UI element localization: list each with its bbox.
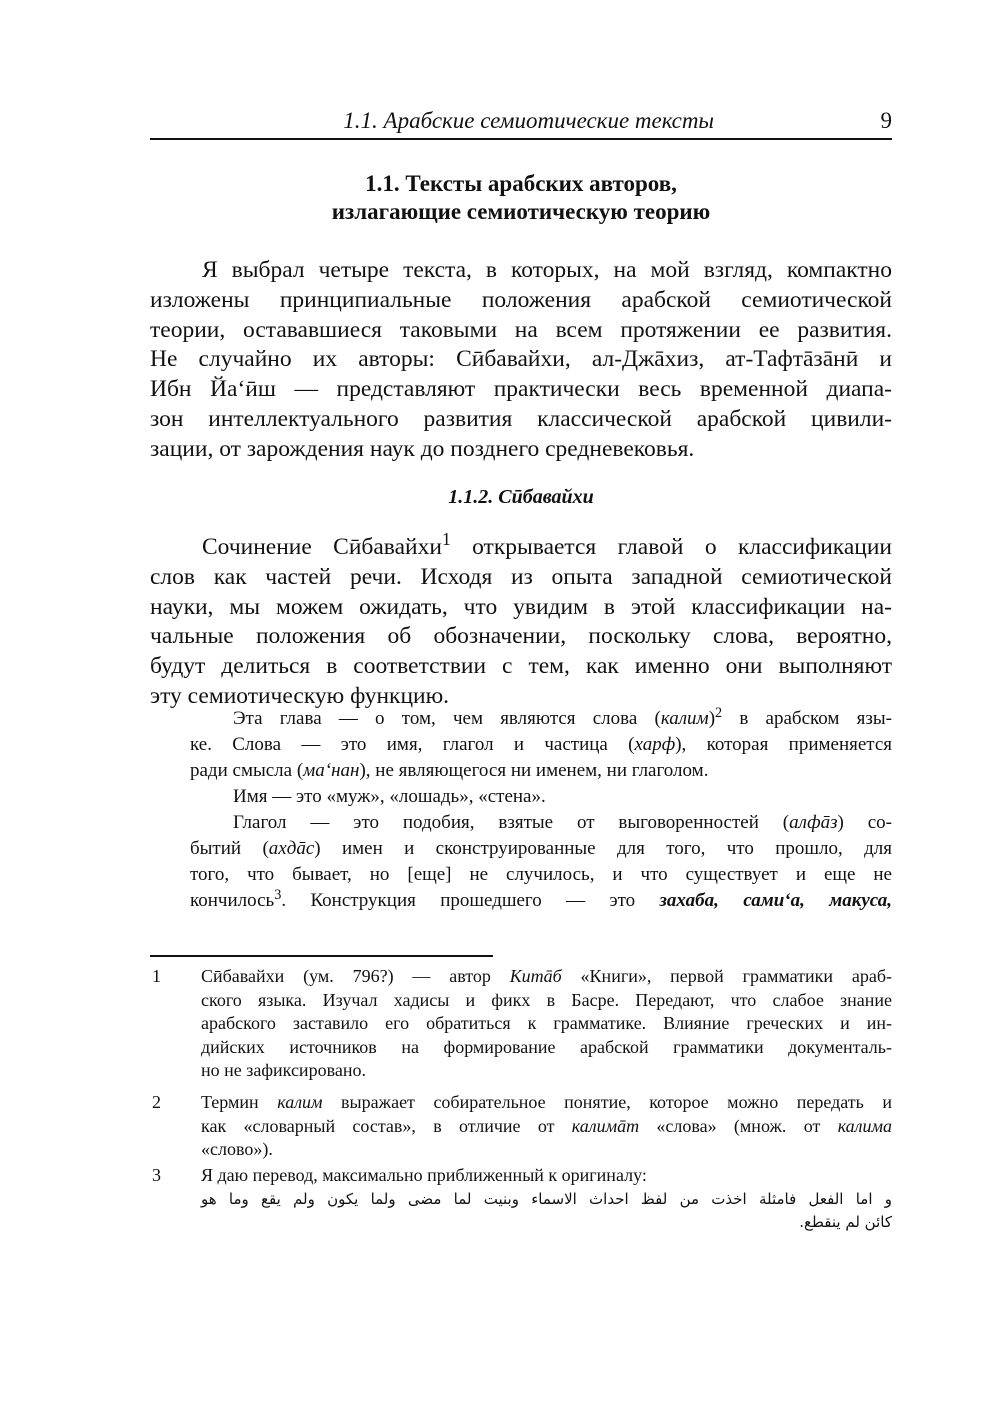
running-header (150, 104, 892, 140)
footnote-line: ского языка. Изучал хадисы и фикх в Басре. Передают, что слабое знание (201, 989, 892, 1010)
body-line: чальные положения об обозначении, поскольку слова, вероятно, (150, 623, 892, 650)
quote-line: Имя — это «муж», «лошадь», «стена». (233, 786, 546, 807)
body-line: будут делиться в соответствии с тем, как именно они выполняют (150, 653, 892, 680)
intro-paragraph (150, 256, 892, 465)
footnote-line: арабского заставило его обратиться к грамматике. Влияние греческих и ин- (201, 1013, 892, 1034)
footnote-line: но не зафиксировано. (201, 1060, 366, 1081)
quote-text: Эта глава — о том, чем являются слова ( (233, 708, 661, 729)
arabic-line: و اما الفعل فامثلة اخذت من لفظ احداث الاسماء وبنيت لما مضى ولما يكون ولم يقع وما هو (201, 1189, 892, 1208)
quote-line (190, 758, 892, 784)
intro-line: Не случайно их авторы: Сӣбавайхи, ал-Джāхиз, ат-Тафтāзāнӣ и (150, 346, 892, 373)
footnote-text: как «словарный состав», в отличие от (201, 1115, 572, 1136)
footnote-text: Термин (201, 1092, 278, 1112)
intro-line: теории, остававшиеся таковыми на всем протяжении ее развития. (150, 316, 892, 343)
footnote-separator (150, 955, 493, 957)
chapter-title-line: излагающие семиотическую теорию (331, 199, 711, 224)
section-title: 1.1.2. Сӣбавайхи (448, 486, 594, 508)
footnote-number: 1 (152, 966, 161, 986)
quote-text: ке. Слова — это имя, глагол и частица ( (190, 734, 635, 755)
arabic-term: калима (837, 1115, 892, 1136)
footnote-body (201, 965, 892, 1083)
footnote-number: 3 (152, 1165, 161, 1185)
page-number: 9 (880, 108, 892, 133)
arabic-term: ахдāс (268, 838, 315, 859)
footnote-text: Сӣбавайхи (ум. 796?) — автор (201, 966, 510, 986)
footnote-text: «слова» (множ. от (639, 1115, 838, 1136)
arabic-original-text (201, 1188, 892, 1234)
quote-text: ради смысла ( (190, 760, 304, 781)
quote-text: ) (708, 708, 716, 729)
quote-line (190, 706, 892, 732)
quotation-block (190, 706, 892, 914)
quote-line (190, 836, 892, 862)
footnote-text: «Книги», первой грамматики араб- (561, 966, 892, 986)
arabic-term: Китāб (509, 966, 562, 986)
footnote-number: 2 (152, 1092, 161, 1112)
intro-line: зон интеллектуального развития классической арабской цивили- (150, 405, 892, 432)
footnote-body (201, 1091, 892, 1162)
arabic-line: كائن لم ينقطع. (799, 1212, 892, 1231)
footnote-body (201, 1164, 892, 1234)
quote-text: ), не являющегося ни именем, ни глаголом. (359, 760, 709, 781)
arabic-term: алфāз (789, 812, 838, 833)
footnote-ref[interactable]: 3 (274, 886, 282, 903)
body-text: Сочинение Сӣбавайхи (202, 534, 442, 560)
intro-line: Я выбрал четыре текста, в которых, на мой взгляд, компактно (202, 257, 892, 283)
footnote-ref[interactable]: 1 (441, 529, 451, 550)
quote-line: того, что бывает, но [еще] не случилось, и что существует и еще не (190, 864, 892, 885)
footnote-line: Я даю перевод, максимально приближенный к оригиналу: (201, 1165, 647, 1185)
arabic-term: захаба, сами‘а, макуса, (659, 890, 892, 911)
quote-text: ) имен и сконструированные для того, что прошло, для (314, 838, 893, 859)
body-line: слов как частей речи. Исходя из опыта западной семиотической (150, 563, 892, 590)
quote-text: ) со- (837, 812, 893, 833)
footnote-line (201, 1115, 892, 1139)
quote-text: . Конструкция прошедшего — это (281, 890, 660, 911)
quote-text: кончилось (190, 890, 275, 911)
quote-text: в арабском язы- (722, 708, 892, 729)
footnote-line: «слово»). (201, 1139, 273, 1160)
intro-line: изложены принципиальные положения арабской семиотической (150, 286, 892, 313)
body-line (150, 529, 892, 563)
chapter-title (150, 170, 892, 226)
book-page (150, 0, 892, 1418)
quote-text: ), которая применяется (675, 734, 892, 755)
footnote-line: дийских источников на формирование арабской грамматики документаль- (201, 1036, 892, 1057)
body-paragraph (150, 529, 892, 712)
chapter-title-line: 1.1. Тексты арабских авторов, (365, 171, 677, 196)
intro-line: зации, от зарождения наук до позднего средневековья. (150, 435, 695, 462)
quote-text: бытий ( (190, 838, 269, 859)
body-text: открывается главой о классификации (450, 534, 892, 560)
footnote-ref[interactable]: 2 (715, 704, 723, 721)
arabic-term: калим (660, 708, 709, 729)
body-line: эту семиотическую функцию. (150, 682, 450, 709)
quote-line (190, 888, 892, 914)
intro-line: Ибн Йа‘ӣш — представляют практически весь временной диапа- (150, 376, 892, 403)
footnote-line (201, 1091, 892, 1115)
arabic-term: калимāт (571, 1115, 640, 1136)
arabic-term: калим (277, 1092, 323, 1112)
running-title: 1.1. Арабские семиотические тексты (343, 108, 714, 133)
arabic-term: ма‘нан (303, 760, 360, 781)
quote-text: Глагол — это подобия, взятые от выговоренностей ( (233, 812, 790, 833)
body-line: науки, мы можем ожидать, что увидим в этой классификации на- (150, 593, 892, 620)
footnote-line (201, 965, 892, 989)
quote-line (190, 810, 892, 836)
footnote-text: выражает собирательное понятие, которое можно передать и (322, 1092, 893, 1112)
quote-line (190, 732, 892, 758)
arabic-term: харф (634, 734, 676, 755)
